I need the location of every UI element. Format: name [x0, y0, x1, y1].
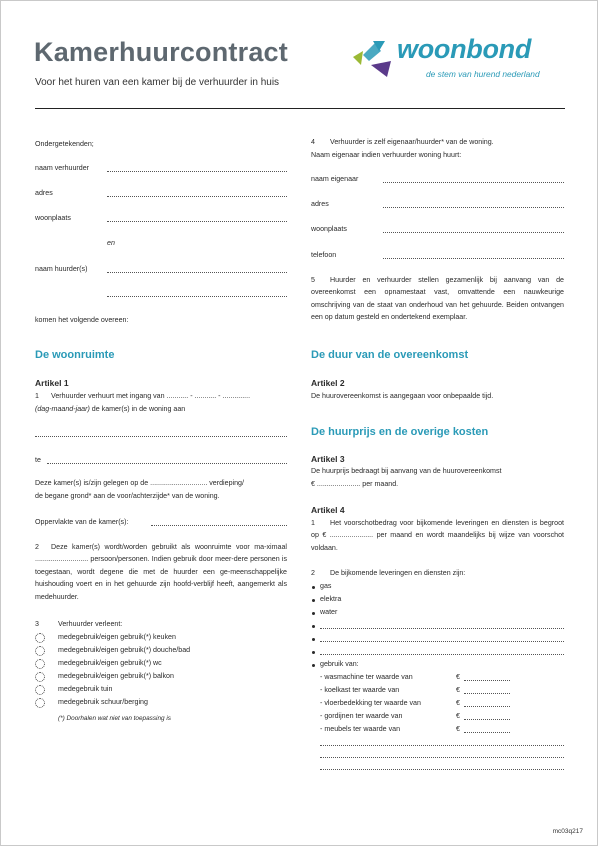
art1-p3-number: 3	[35, 620, 39, 628]
service-gas: gas	[320, 582, 332, 590]
owner-city-field[interactable]	[383, 232, 564, 233]
art1-p2-number: 2	[35, 543, 39, 551]
euro-sign: €	[456, 686, 460, 694]
landlord-address-field[interactable]	[107, 196, 287, 197]
option-radio-3[interactable]	[35, 659, 45, 669]
art1-p1-text-cont: de kamer(s) in de woning aan	[89, 405, 186, 413]
art4-p2-text: De bijkomende leveringen en diensten zijn:	[330, 569, 466, 577]
surface-label: Oppervlakte van de kamer(s):	[35, 518, 129, 526]
te-label: te	[35, 456, 41, 464]
art1-p1-text: Verhuurder verhuurt met ingang van ........... - ........... - ..............	[51, 392, 251, 400]
section-title-woonruimte: De woonruimte	[35, 349, 115, 361]
option-radio-5[interactable]	[35, 685, 45, 695]
tenant-name-field[interactable]	[107, 272, 287, 273]
article-2-text: De huurovereenkomst is aangegaan voor onbepaalde tijd.	[311, 392, 494, 400]
appliance-label-3: - vloerbedekking ter waarde van	[320, 699, 421, 707]
euro-sign: €	[456, 673, 460, 681]
art4-p1-text: Het voorschotbedrag voor bijkomende leveringen en diensten is begroot op € ...................... per maand en wordt maandelijks bij wijze van voorschot voldaan.	[311, 519, 564, 552]
option-label-5: medegebruik tuin	[58, 685, 113, 693]
p4-text-cont: Naam eigenaar indien verhuurder woning huurt:	[311, 151, 462, 159]
landlord-address-label: adres	[35, 189, 53, 197]
agree-text: komen het volgende overeen:	[35, 316, 129, 324]
owner-address-label: adres	[311, 200, 329, 208]
document-code: mc03q217	[552, 828, 583, 835]
option-label-4: medegebruik/eigen gebruik(*) balkon	[58, 672, 174, 680]
tenant-name-label: naam huurder(s)	[35, 265, 88, 273]
euro-sign: €	[456, 712, 460, 720]
appliance-label-2: - koelkast ter waarde van	[320, 686, 400, 694]
bullet-icon	[312, 664, 315, 667]
landlord-name-label: naam verhuurder	[35, 164, 90, 172]
owner-phone-label: telefoon	[311, 251, 337, 259]
article-3-amount[interactable]: € ...................... per maand.	[311, 480, 399, 488]
date-format-hint: (dag-maand-jaar)	[35, 405, 90, 413]
appliance-label-1: - wasmachine ter waarde van	[320, 673, 413, 681]
owner-name-field[interactable]	[383, 182, 564, 183]
p5-number: 5	[311, 276, 315, 284]
appliance-value-field-5[interactable]	[464, 732, 510, 733]
logo-wordmark: woonbond	[397, 34, 532, 64]
header-divider	[35, 108, 565, 109]
option-radio-1[interactable]	[35, 633, 45, 643]
owner-address-field[interactable]	[383, 207, 564, 208]
rental-city-field[interactable]	[47, 463, 287, 464]
p5	[311, 274, 564, 324]
appliance-extra-field-2[interactable]	[320, 757, 564, 758]
p5-text: Huurder en verhuurder stellen gezamenlijk bij aanvang van de overeenkomst een opnamestaat vast, omvattende een nauwkeurige omschrijving van de staat van onderhoud van het gehuurde. Beiden ontvangen een op datum gesteld en ondertekend exemplaar.	[311, 276, 564, 322]
article-2-title: Artikel 2	[311, 378, 345, 388]
option-label-2: medegebruik/eigen gebruik(*) douche/bad	[58, 646, 191, 654]
owner-name-label: naam eigenaar	[311, 175, 359, 183]
rental-address-field[interactable]	[35, 436, 287, 437]
appliance-extra-field-1[interactable]	[320, 745, 564, 746]
logo-tagline: de stem van hurend nederland	[426, 69, 540, 79]
section-title-duur: De duur van de overeenkomst	[311, 349, 469, 361]
service-extra-field-1[interactable]	[320, 628, 564, 629]
service-extra-field-3[interactable]	[320, 654, 564, 655]
page-subtitle: Voor het huren van een kamer bij de verhuurder in huis	[35, 77, 280, 88]
woonbond-logo-mark	[351, 39, 395, 79]
landlord-city-label: woonplaats	[35, 214, 71, 222]
intro-text: Ondergetekenden;	[35, 140, 94, 148]
service-elektra: elektra	[320, 595, 342, 603]
art4-p1-number: 1	[311, 519, 315, 527]
bullet-icon	[312, 612, 315, 615]
bullet-icon	[312, 638, 315, 641]
appliance-label-5: - meubels ter waarde van	[320, 725, 401, 733]
p4-text: Verhuurder is zelf eigenaar/huurder* van de woning.	[330, 138, 494, 146]
bullet-icon	[312, 586, 315, 589]
floor-text-cont: de begane grond* aan de voor/achterzijde* van de woning.	[35, 492, 220, 500]
landlord-name-field[interactable]	[107, 171, 287, 172]
owner-city-label: woonplaats	[311, 225, 347, 233]
section-title-huurprijs: De huurprijs en de overige kosten	[311, 426, 489, 438]
surface-field[interactable]	[151, 525, 287, 526]
article-3-title: Artikel 3	[311, 454, 345, 464]
art1-p3-text: Verhuurder verleent:	[58, 620, 123, 628]
service-extra-field-2[interactable]	[320, 641, 564, 642]
article-4-title: Artikel 4	[311, 505, 345, 515]
article-3-text: De huurprijs bedraagt bij aanvang van de huurovereenkomst	[311, 467, 502, 475]
option-radio-2[interactable]	[35, 646, 45, 656]
bullet-icon	[312, 651, 315, 654]
bullet-icon	[312, 625, 315, 628]
and-text: en	[107, 239, 115, 247]
option-radio-4[interactable]	[35, 672, 45, 682]
appliance-label-4: - gordijnen ter waarde van	[320, 712, 403, 720]
euro-sign: €	[456, 725, 460, 733]
service-water: water	[320, 608, 338, 616]
tenant-name-field-2[interactable]	[107, 296, 287, 297]
option-radio-6[interactable]	[35, 698, 45, 708]
appliance-value-field-2[interactable]	[464, 693, 510, 694]
gebruik-van-label: gebruik van:	[320, 660, 359, 668]
p4-number: 4	[311, 138, 315, 146]
landlord-city-field[interactable]	[107, 221, 287, 222]
art1-p2-text: Deze kamer(s) wordt/worden gebruikt als woonruimte voor ma-ximaal ........................... persoon/personen. Indien gebruik door meer-dere personen is toegestaan, wordt degene die met de huurder een ge-meenschappelijke huishouding voert en in het gehuurde zijn hoofd-verblijf heeft, aangemerkt als medehuurder.	[35, 543, 287, 601]
appliance-value-field-3[interactable]	[464, 706, 510, 707]
appliance-value-field-4[interactable]	[464, 719, 510, 720]
art1-p1-number: 1	[35, 392, 39, 400]
appliance-value-field-1[interactable]	[464, 680, 510, 681]
option-label-1: medegebruik/eigen gebruik(*) keuken	[58, 633, 176, 641]
euro-sign: €	[456, 699, 460, 707]
bullet-icon	[312, 599, 315, 602]
art1-p2	[35, 541, 287, 603]
option-label-6: medegebruik schuur/berging	[58, 698, 148, 706]
owner-phone-field[interactable]	[383, 258, 564, 259]
footnote: (*) Doorhalen wat niet van toepassing is	[58, 715, 171, 722]
page-title: Kamerhuurcontract	[34, 37, 288, 67]
appliance-extra-field-3[interactable]	[320, 769, 564, 770]
option-label-3: medegebruik/eigen gebruik(*) wc	[58, 659, 162, 667]
floor-text: Deze kamer(s) is/zijn gelegen op de ............................. verdieping/	[35, 479, 244, 487]
art4-p2-number: 2	[311, 569, 315, 577]
art4-p1	[311, 517, 564, 554]
article-1-title: Artikel 1	[35, 378, 69, 388]
